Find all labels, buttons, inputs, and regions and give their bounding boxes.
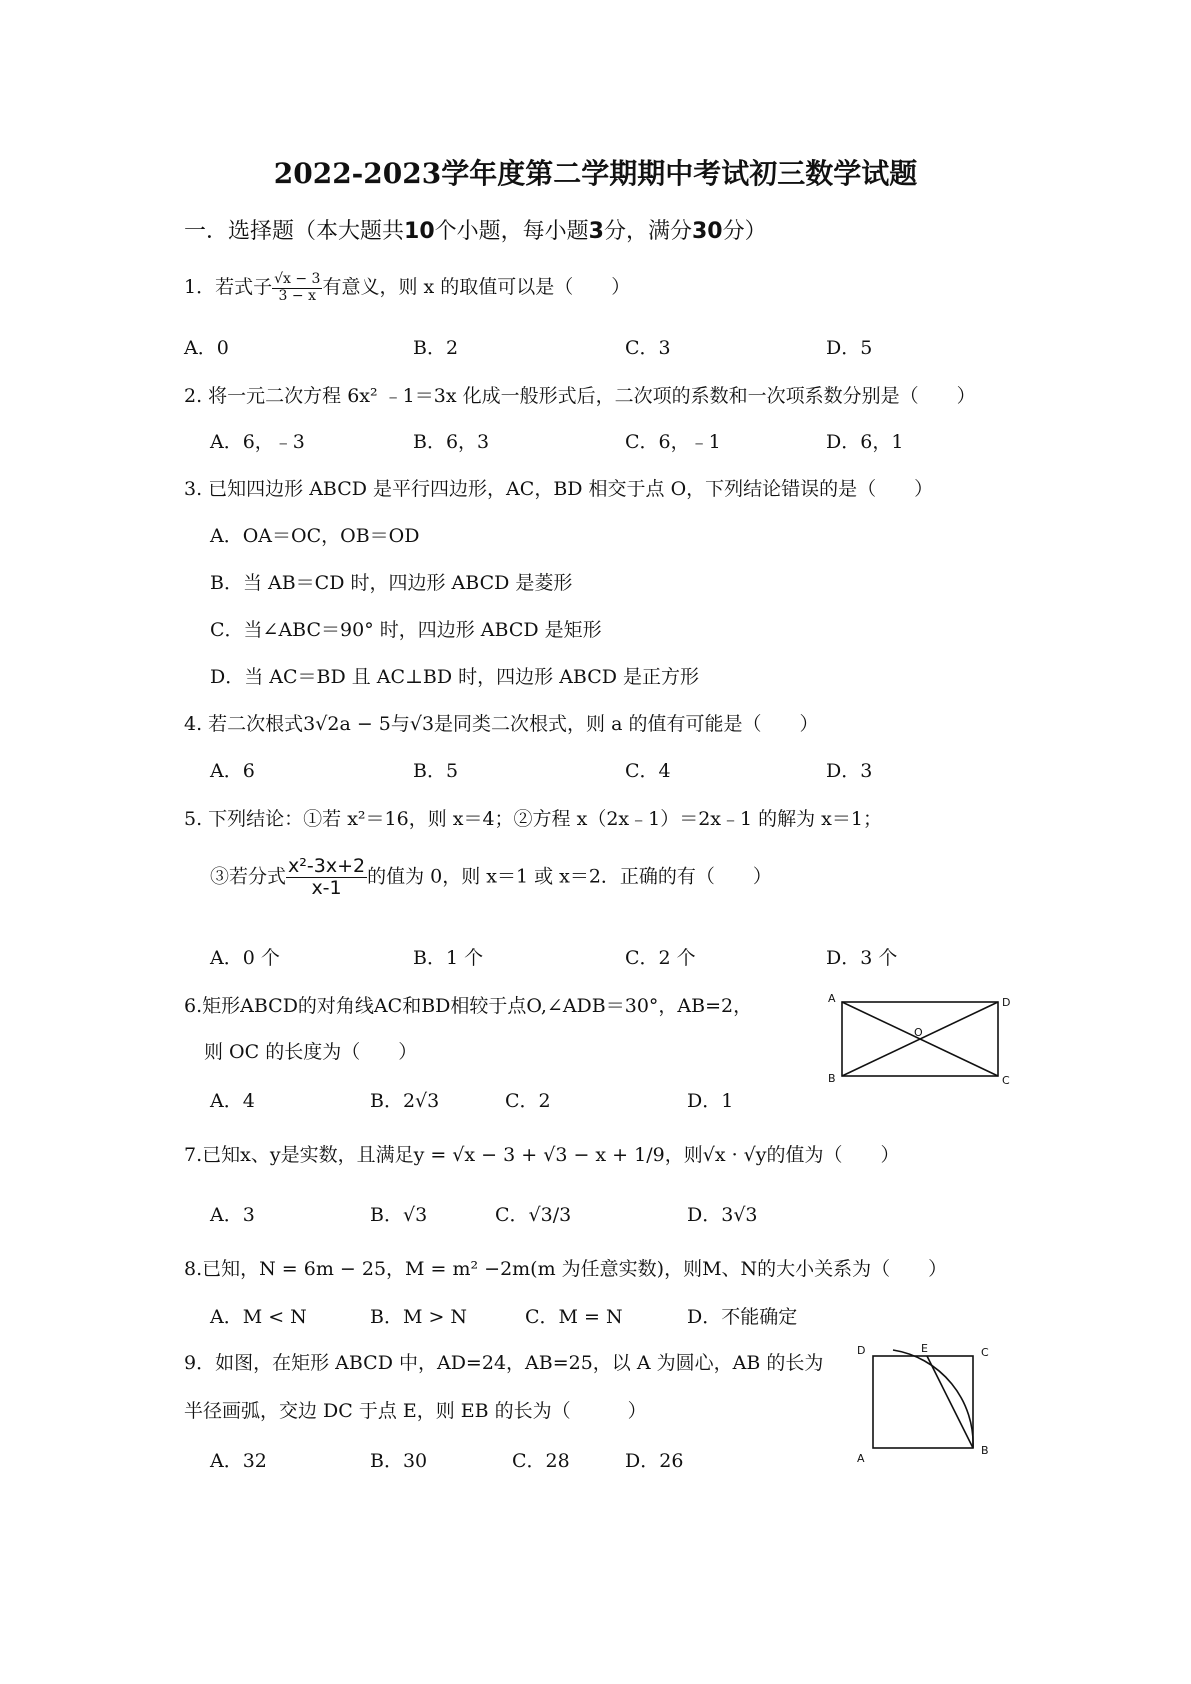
q5-option-d: D．3 个 (826, 947, 898, 969)
section-end: 分） (722, 219, 767, 244)
q5-option-c: C．2 个 (625, 947, 696, 969)
q1-option-a: A．0 (184, 337, 229, 359)
q9-arc (893, 1350, 973, 1448)
q2-option-b: B．6，3 (413, 431, 490, 453)
q9-option-a: A．32 (210, 1450, 267, 1472)
q5-suffix: 的值为 0，则 x＝1 或 x＝2．正确的有（ ） (367, 865, 772, 888)
q6-option-d: D．1 (687, 1090, 734, 1112)
question-5: 5. 下列结论：①若 x²＝16，则 x＝4；②方程 x（2x﹣1）＝2x﹣1 的解为 x＝1； (184, 808, 882, 830)
q6-rectangle-figure (820, 990, 1020, 1090)
section-mid2: 分，满分 (603, 219, 692, 244)
section-label: 一．选择题（本大题共 (184, 219, 405, 244)
q2-option-c: C．6，﹣1 (625, 431, 721, 453)
q9-label-a: A (857, 1452, 865, 1465)
q7-option-a: A．3 (210, 1204, 255, 1226)
q6-option-a: A．4 (210, 1090, 255, 1112)
q1-option-c: C．3 (625, 337, 671, 359)
q2-option-a: A．6，﹣3 (210, 431, 305, 453)
section-header (184, 214, 767, 245)
q9-rectangle-arc-figure (845, 1340, 1005, 1470)
q5-prefix: ③若分式 (210, 865, 287, 888)
q4-option-c: C．4 (625, 760, 671, 782)
q8-option-c: C．M = N (525, 1306, 623, 1328)
question-9: 9．如图，在矩形 ABCD 中，AD=24，AB=25，以 A 为圆心，AB 的长为 (184, 1352, 824, 1374)
q1-fraction-num: √x − 3 (274, 271, 321, 288)
q3-option-b: B．当 AB＝CD 时，四边形 ABCD 是菱形 (210, 572, 573, 594)
question-1 (184, 272, 630, 304)
q1-option-d: D．5 (826, 337, 873, 359)
q9-option-b: B．30 (370, 1450, 428, 1472)
q3-option-a: A．OA＝OC，OB＝OD (210, 525, 420, 547)
q6-option-c: C．2 (505, 1090, 551, 1112)
q9-label-e: E (921, 1342, 928, 1355)
q6-label-b: B (828, 1072, 836, 1085)
section-points: 3 (588, 219, 604, 244)
q4-option-b: B．5 (413, 760, 459, 782)
q5-option-b: B．1 个 (413, 947, 484, 969)
q9-label-c: C (981, 1346, 989, 1359)
q5-fraction (286, 856, 367, 899)
q9-label-d: D (857, 1344, 866, 1357)
q9-rectangle (873, 1356, 973, 1448)
section-count: 10 (404, 219, 435, 244)
question-9-line2: 半径画弧，交边 DC 于点 E，则 EB 的长为（ ） (184, 1400, 647, 1422)
q8-option-b: B．M > N (370, 1306, 468, 1328)
q9-label-b: B (981, 1444, 989, 1457)
question-3: 3. 已知四边形 ABCD 是平行四边形，AC，BD 相交于点 O，下列结论错误的是（ ） (184, 478, 934, 500)
question-8: 8.已知，N = 6m − 25，M = m² −2m(m 为任意实数)，则M、N的大小关系为（ ） (184, 1258, 948, 1280)
q8-option-d: D．不能确定 (687, 1306, 798, 1328)
question-5-line2 (210, 856, 772, 899)
question-6-line2: 则 OC 的长度为（ ） (204, 1041, 418, 1063)
q7-option-c: C．√3/3 (495, 1204, 572, 1226)
q1-option-b: B．2 (413, 337, 459, 359)
q4-option-d: D．3 (826, 760, 873, 782)
q5-option-a: A．0 个 (210, 947, 280, 969)
q1-prefix: 1．若式子 (184, 276, 273, 298)
q9-option-d: D．26 (625, 1450, 684, 1472)
q8-option-a: A．M < N (210, 1306, 307, 1328)
q5-fraction-den: x-1 (311, 876, 342, 899)
q5-fraction-num: x²-3x+2 (288, 855, 366, 877)
q1-fraction-den: 3 − x (278, 287, 316, 304)
question-4: 4. 若二次根式3√2a − 5与√3是同类二次根式，则 a 的值有可能是（ ） (184, 713, 819, 735)
q7-option-b: B．√3 (370, 1204, 428, 1226)
q1-suffix: 有意义，则 x 的取值可以是（ ） (322, 276, 631, 298)
question-6: 6.矩形ABCD的对角线AC和BD相较于点O,∠ADB＝30°，AB=2， (184, 995, 753, 1017)
q6-label-c: C (1002, 1074, 1010, 1087)
q6-label-a: A (828, 992, 836, 1005)
q6-label-o: O (914, 1026, 923, 1039)
q3-option-d: D．当 AC＝BD 且 AC⊥BD 时，四边形 ABCD 是正方形 (210, 666, 700, 688)
question-2: 2. 将一元二次方程 6x² ﹣1＝3x 化成一般形式后，二次项的系数和一次项系数分别是（ ） (184, 385, 976, 407)
q6-label-d: D (1002, 996, 1011, 1009)
q7-option-d: D．3√3 (687, 1204, 758, 1226)
q9-option-c: C．28 (512, 1450, 570, 1472)
q6-option-b: B．2√3 (370, 1090, 440, 1112)
q3-option-c: C．当∠ABC＝90° 时，四边形 ABCD 是矩形 (210, 619, 602, 641)
question-7: 7.已知x、y是实数，且满足y = √x − 3 + √3 − x + 1/9，则√x · √y的值为（ ） (184, 1144, 900, 1166)
q1-fraction (272, 272, 322, 304)
q9-segment-eb (927, 1356, 973, 1448)
section-total: 30 (691, 219, 723, 244)
q4-option-a: A．6 (210, 760, 255, 782)
q2-option-d: D．6，1 (826, 431, 904, 453)
section-mid1: 个小题，每小题 (434, 219, 589, 244)
page-title: 2022-2023学年度第二学期期中考试初三数学试题 (273, 157, 918, 190)
